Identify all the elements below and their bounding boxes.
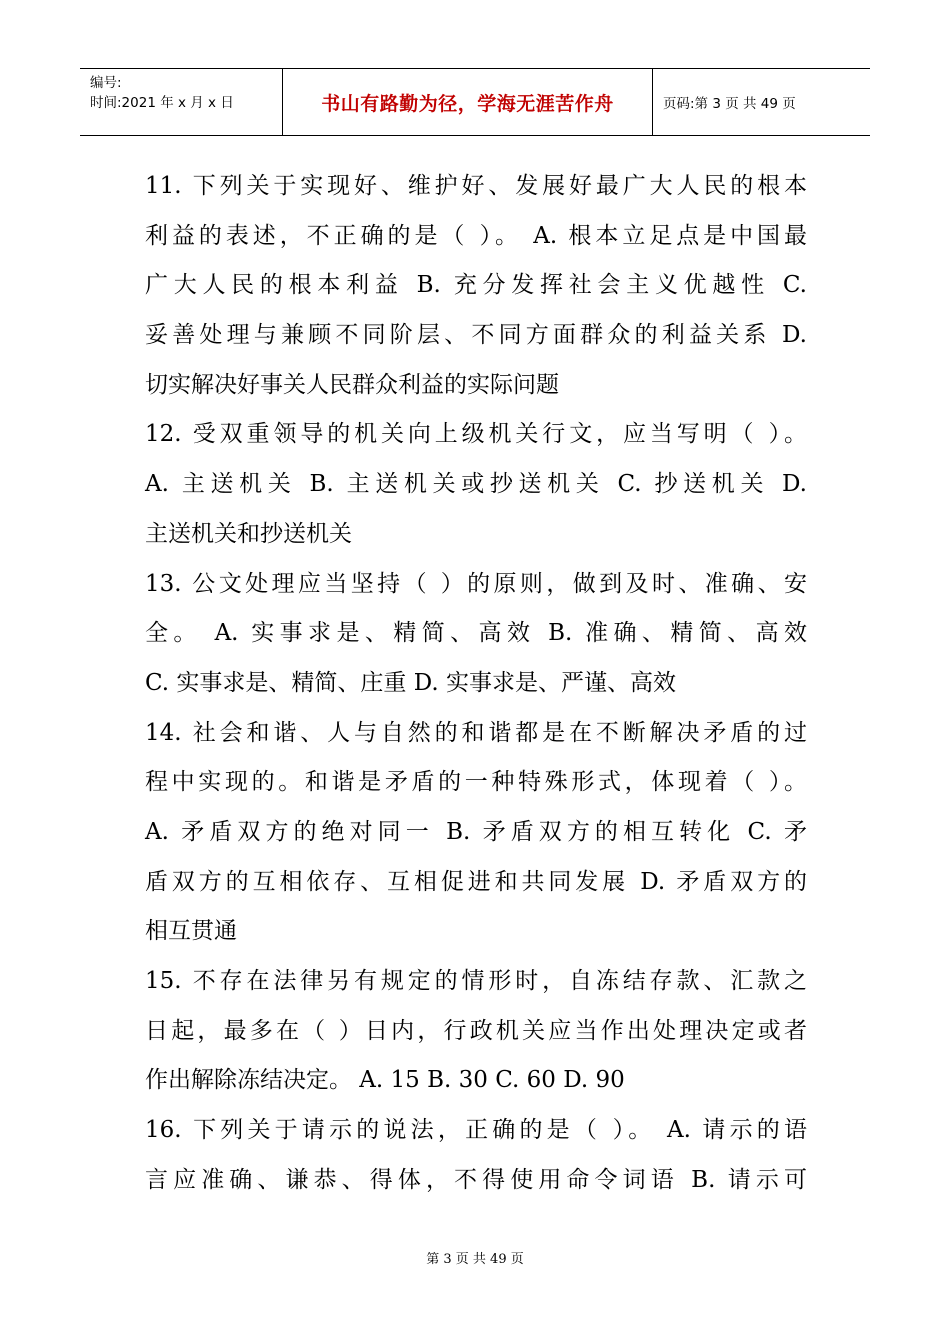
text-line: 妥善处理与兼顾不同阶层、不同方面群众的利益关系 D.: [145, 322, 807, 349]
text-line: 广大人民的根本利益 B. 充分发挥社会主义优越性 C.: [145, 272, 807, 299]
text-line: A. 主送机关 B. 主送机关或抄送机关 C. 抄送机关 D.: [145, 471, 807, 498]
page-header: [80, 68, 870, 136]
text-line: 主送机关和抄送机关: [145, 520, 352, 547]
text-line: 言应准确、谦恭、得体，不得使用命令词语 B. 请示可: [145, 1166, 807, 1193]
document-number-label: 编号:: [90, 75, 122, 91]
text-line: 相互贯通: [145, 918, 237, 945]
text-line: A. 矛盾双方的绝对同一 B. 矛盾双方的相互转化 C. 矛: [145, 818, 807, 845]
text-line: 切实解决好事关人民群众利益的实际问题: [145, 371, 559, 398]
text-line: 利益的表述，不正确的是（ ）。 A. 根本立足点是中国最: [145, 222, 807, 249]
text-line: 日起，最多在（ ）日内，行政机关应当作出处理决定或者: [145, 1017, 807, 1044]
text-line: 16. 下列关于请示的说法，正确的是（ ）。 A. 请示的语: [145, 1117, 807, 1144]
text-line: 全。 A. 实事求是、精简、高效 B. 准确、精简、高效: [145, 620, 807, 647]
text-line: 14. 社会和谐、人与自然的和谐都是在不断解决矛盾的过: [145, 719, 807, 746]
document-time-label: 时间:2021 年 x 月 x 日: [90, 95, 234, 111]
text-line: 12. 受双重领导的机关向上级机关行文，应当写明（ ）。: [145, 421, 807, 448]
text-line: 11. 下列关于实现好、维护好、发展好最广大人民的根本: [145, 173, 807, 199]
header-motto: 书山有路勤为径，学海无涯苦作舟: [283, 69, 653, 135]
page-footer: 第 3 页 共 49 页: [426, 1252, 524, 1267]
text-line: 盾双方的互相依存、互相促进和共同发展 D. 矛盾双方的: [145, 868, 807, 895]
text-line: 程中实现的。和谐是矛盾的一种特殊形式，体现着（ ）。: [145, 769, 807, 796]
text-line: C. 实事求是、精简、庄重 D. 实事求是、严谨、高效: [145, 669, 676, 696]
text-line: 15. 不存在法律另有规定的情形时，自冻结存款、汇款之: [145, 968, 807, 994]
header-page-info: 页码:第 3 页 共 49 页: [663, 96, 796, 112]
header-meta: [80, 69, 283, 135]
text-line: 13. 公文处理应当坚持（ ）的原则，做到及时、准确、安: [145, 570, 807, 597]
document-body: [145, 162, 807, 1205]
text-line: 作出解除冻结决定。 A. 15 B. 30 C. 60 D. 90: [145, 1067, 625, 1094]
